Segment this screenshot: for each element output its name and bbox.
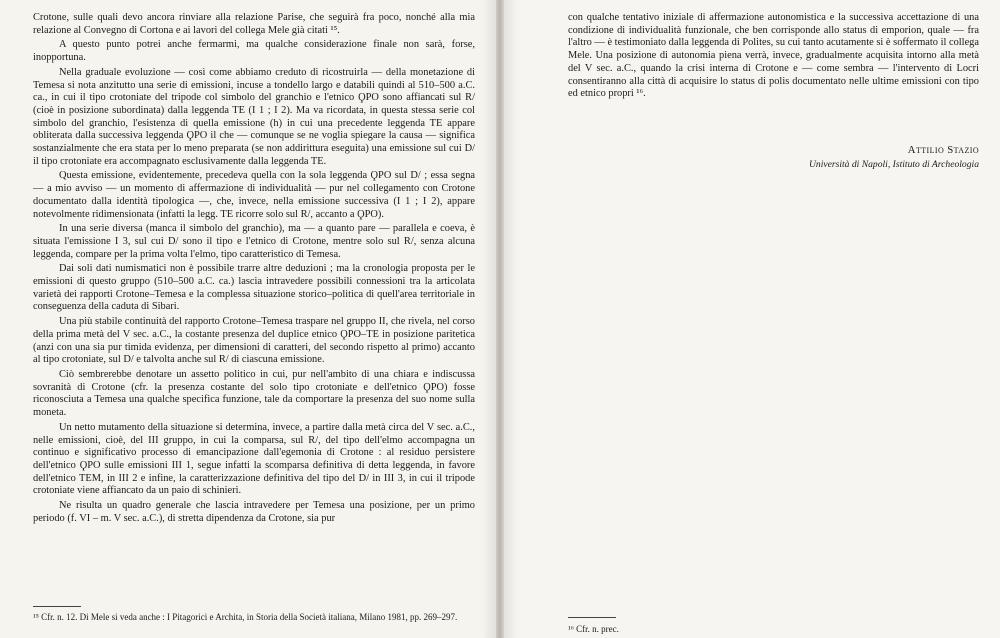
footnote-rule <box>568 617 616 618</box>
author-affiliation: Università di Napoli, Istituto di Archeologia <box>808 159 979 170</box>
paragraph: A questo punto potrei anche fermarmi, ma qualche considerazione finale non sarà, forse, inopportuna. <box>33 39 475 64</box>
paragraph: Ciò sembrerebbe denotare un assetto politico in cui, pur nell'ambito di una chiara e indiscussa sovranità di Crotone (cfr. la presenza costante del solo tipo crotoniate e dell'etnico ϘPO) fosse riconosciuta a Temesa una qualche specifica funzione, tale da comportare la presenza del suo nome sulla moneta. <box>33 368 475 419</box>
footnote-text: ¹⁶ Cfr. n. prec. <box>568 624 619 634</box>
footnote-16 <box>568 624 979 635</box>
paragraph: Un netto mutamento della situazione si determina, invece, a partire dalla metà circa del V sec. a.C., nelle emissioni, cioè, del III gruppo, in cui la comparsa, sul R/, del tipo dell'elmo accompagna un continuo e significativo processo di emancipazione dall'egemonia di Crotone : al residuo persistere dell'etnico ϘPO sulle emissioni III 1, segue infatti la scomparsa definitiva di detta leggenda, in favore dell'etnico TEM, in III 2 e infine, la caratterizzazione definitiva del tipo del D/ in III 3, in cui il tripode crotoniate viene affiancato da un paio di schinieri. <box>33 421 475 497</box>
paragraph: Dai soli dati numismatici non è possibile trarre altre deduzioni ; ma la cronologia proposta per le emissioni di questo gruppo (510–500 a.C. ca.) lascia intravedere possibili connessioni tra la articolata varietà dei rapporti Crotone–Temesa e la complessa situazione storico–politica di quell'area territoriale in conseguenza della caduta di Sibari. <box>33 263 475 313</box>
paragraph: Una più stabile continuità del rapporto Crotone–Temesa traspare nel gruppo II, che rivela, nel corso della prima metà del V sec. a.C., la costante presenza del duplice etnico ϘPO–TE in posizione paritetica (anzi con una sia pur timida evidenza, per dimensioni di caratteri, del secondo rispetto al primo) accanto al tipo crotoniate, sul D/ e talvolta anche sul R/ di ciascuna emissione. <box>33 316 475 366</box>
book-gutter <box>496 0 504 638</box>
footnote-text: ¹⁵ Cfr. n. 12. Di Mele si veda anche : I Pitagorici e Archita, in Storia della Società italiana, Milano 1981, pp. 269–297. <box>33 612 458 622</box>
binding-shadow <box>504 0 518 638</box>
author-name: Attilio Stazio <box>907 144 979 156</box>
footnote-15 <box>33 612 475 623</box>
paragraph: Questa emissione, evidentemente, precedeva quella con la sola leggenda ϘPO sul D/ ; essa segna — a mio avviso — un momento di affermazione di individualità — pur nel collegamento con Crotone documentato dalla identità tipologica —, che, invece, nella emissione successiva (I 1 ; I 2), appare notevolmente ridimensionata (infatti la legg. TE ricorre solo sul R/, accanto a ϘPO). <box>33 170 475 220</box>
binding-shadow <box>482 0 496 638</box>
paragraph: Nella graduale evoluzione — così come abbiamo creduto di ricostruirla — della monetazione di Temesa si nota anzitutto una serie di emissioni, incuse a tondello largo e databili quindi al 510–500 a.C. ca., in cui il tipo crotoniate del tripode col simbolo del granchio e l'etnico ϘPO sono affiancati sul R/ (cioè in posizione subordinata) dalla leggenda TE (I 1 ; I 2). Ma va ricordata, in questa stessa serie col simbolo del granchio, l'esistenza di quella emissione (h) in cui una precedente leggenda TE appare obliterata dalla successiva leggenda ϘPO il che — comunque se ne voglia spiegare la causa — significa sostanzialmente che era stata per lo meno preparata (se non addirittura eseguita) una emissione sul cui D/ il tipo crotoniate era accompagnato esclusivamente dalla leggenda TE. <box>33 66 475 167</box>
paragraph: con qualche tentativo iniziale di affermazione autonomistica e la successiva accettazione di una condizione di individualità funzionale, che ben corrisponde allo status di emporion, quale — fra l'altro — è testimoniato dalla leggenda di Polites, su cui tanto acutamente si è soffermato il collega Mele. Una posizione di autonomia piena verrà, invece, gradualmente acquisita intorno alla metà del V sec. a.C., quando la crisi interna di Crotone e — come sembra — l'intervento di Locri consentiranno alla città di acquisire lo status di polis documentato nelle ultime emissioni con tipo ed etnico propri ¹⁶. <box>568 12 979 100</box>
left-page <box>0 0 496 638</box>
right-page <box>504 0 1000 638</box>
paragraph: Ne risulta un quadro generale che lascia intravedere per Temesa una posizione, per un primo periodo (f. VI – m. V sec. a.C.), di stretta dipendenza da Crotone, sia pur <box>33 500 475 524</box>
footnote-rule <box>33 606 81 607</box>
left-page-body <box>33 12 475 527</box>
paragraph: Crotone, sulle quali devo ancora rinviare alla relazione Parise, che seguirà fra poco, nonché alla mia relazione al Convegno di Cortona e ai lavori del collega Mele già citati ¹⁵. <box>33 12 475 36</box>
paragraph: In una serie diversa (manca il simbolo del granchio), ma — a quanto pare — parallela e coeva, è situata l'emissione I 3, sul cui D/ sono il tipo e l'etnico di Crotone, mentre solo sul R/, senza alcuna leggenda, compare per la prima volta l'elmo, tipo caratteristico di Temesa. <box>33 223 475 260</box>
right-page-body <box>568 12 979 103</box>
